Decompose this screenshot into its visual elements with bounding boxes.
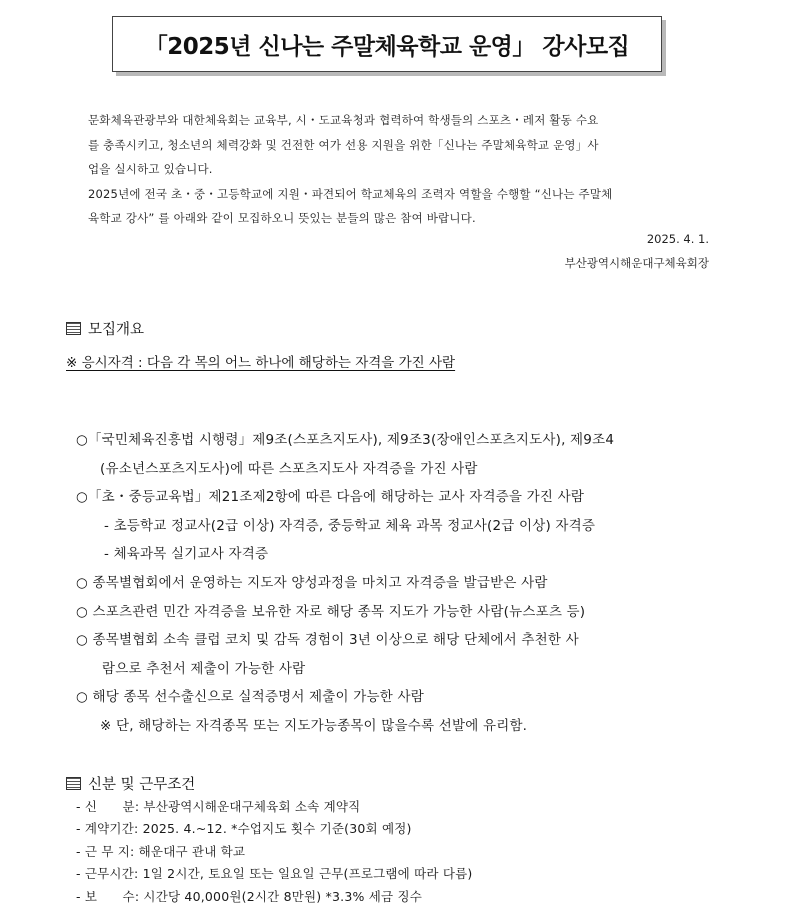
section-bullet-icon [66,777,81,790]
qualification-note: ※ 응시자격 : 다음 각 목의 어느 하나에 해당하는 자격을 가진 사람 [66,355,456,371]
list-item: ○ 스포츠관련 민간 자격증을 보유한 자로 해당 종목 지도가 가능한 사람(뉴스포츠 등) [76,603,586,620]
intro-line: 를 충족시키고, 청소년의 체력강화 및 건전한 여가 선용 지원을 위한「신나는 주말체육학교 운영」사 [88,137,599,152]
intro-line: 업을 실시하고 있습니다. [88,162,213,176]
condition-item: - 근무시간: 1일 2시간, 토요일 또는 일요일 근무(프로그램에 따라 다름) [76,866,473,882]
list-item: ○ 종목별협회에서 운영하는 지도자 양성과정을 마치고 자격증을 발급받은 사람 [76,574,548,591]
intro-paragraph [88,108,708,231]
list-item: 람으로 추천서 제출이 가능한 사람 [102,660,306,677]
list-item: ○「초・중등교육법」제21조제2항에 따른 다음에 해당하는 교사 자격증을 가진 사람 [76,489,585,506]
section-heading-conditions [66,773,195,794]
section-heading-recruitment [66,318,144,339]
intro-line: 2025년에 전국 초・중・고등학교에 지원・파견되어 학교체육의 조력자 역할을 수행할 “신나는 주말체 [88,186,613,201]
issuing-organization: 부산광역시해운대구체육회장 [564,256,709,270]
qualification-list [76,426,726,741]
document-title: 「2025년 신나는 주말체육학교 운영」 강사모집 [144,33,630,60]
condition-item: - 계약기간: 2025. 4.~12. *수업지도 횟수 기준(30회 예정) [76,821,412,837]
section-heading-text: 모집개요 [88,322,145,338]
condition-item: - 신 분: 부산광역시해운대구체육회 소속 계약직 [76,799,361,814]
condition-item: - 보 수: 시간당 40,000원(2시간 8만원) *3.3% 세금 징수 [76,888,422,904]
title-box [112,16,662,72]
conditions-list [76,796,696,908]
condition-item: - 근 무 지: 해운대구 관내 학교 [76,843,246,859]
section-heading-text: 신분 및 근무조건 [88,777,196,793]
notice-date: 2025. 4. 1. [646,232,709,246]
list-item: ○「국민체육진흥법 시행령」제9조(스포츠지도사), 제9조3(장애인스포츠지도사), 제9조4 [76,432,615,448]
intro-line: 육학교 강사” 를 아래와 같이 모집하오니 뜻있는 분들의 많은 참여 바랍니다. [88,211,476,225]
section-bullet-icon [66,322,81,335]
list-item: - 초등학교 정교사(2급 이상) 자격증, 중등학교 체육 과목 정교사(2급 이상) 자격증 [104,517,596,534]
list-item: - 체육과목 실기교사 자격증 [104,546,269,563]
list-item: ○ 종목별협회 소속 클럽 코치 및 감독 경험이 3년 이상으로 해당 단체에서 추천한 사 [76,632,579,649]
list-item: ○ 해당 종목 선수출신으로 실적증명서 제출이 가능한 사람 [76,689,424,706]
list-item: (유소년스포츠지도사)에 따른 스포츠지도사 자격증을 가진 사람 [100,460,478,477]
intro-line: 문화체육관광부와 대한체육회는 교육부, 시・도교육청과 협력하여 학생들의 스포츠・레저 활동 수요 [88,113,599,127]
list-note: ※ 단, 해당하는 자격종목 또는 지도가능종목이 많을수록 선발에 유리함. [100,717,528,734]
